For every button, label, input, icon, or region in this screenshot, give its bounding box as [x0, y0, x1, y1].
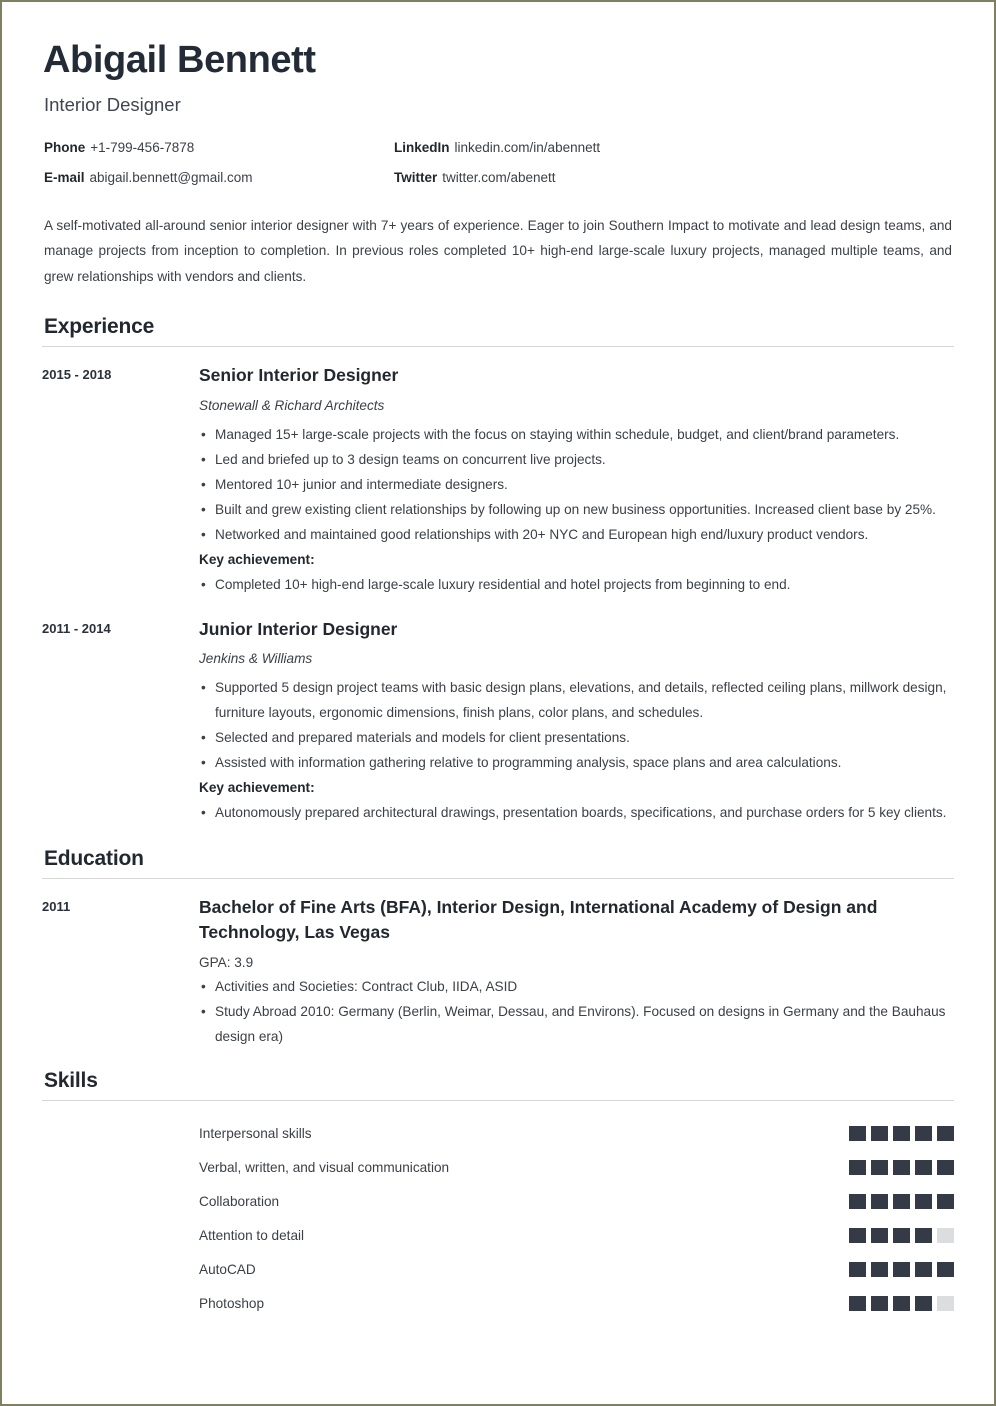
- key-achievement-label: Key achievement:: [199, 780, 315, 796]
- rating-square-filled: [849, 1296, 866, 1311]
- bullet-item: • Study Abroad 2010: Germany (Berlin, Weimar, Dessau, and Environs). Focused on designs in Germany and the Bauhaus design era): [199, 999, 954, 1049]
- skill-rating: [834, 1160, 954, 1175]
- bullet-item: • Completed 10+ high-end large-scale luxury residential and hotel projects from beginning to end.: [199, 572, 954, 597]
- bullet-item: • Mentored 10+ junior and intermediate designers.: [199, 472, 954, 497]
- experience-bullets: [199, 675, 954, 775]
- experience-body: [199, 363, 954, 596]
- rating-square-filled: [893, 1262, 910, 1277]
- rating-square-filled: [871, 1262, 888, 1277]
- skills-list: [42, 1117, 954, 1321]
- contact-phone: [44, 140, 394, 155]
- experience-date: 2011 - 2014: [42, 620, 111, 636]
- experience-entry: [42, 617, 954, 825]
- section-title-experience: Experience: [44, 315, 155, 339]
- section-skills: [42, 1069, 954, 1321]
- rating-square-filled: [849, 1262, 866, 1277]
- section-title-education: Education: [44, 847, 144, 871]
- skill-name: Interpersonal skills: [199, 1126, 312, 1142]
- key-achievement-label: Key achievement:: [199, 551, 315, 567]
- rating-square-filled: [915, 1262, 932, 1277]
- experience-date: 2015 - 2018: [42, 367, 112, 383]
- rating-square-filled: [915, 1296, 932, 1311]
- section-title-skills: Skills: [44, 1068, 98, 1092]
- rating-square-filled: [849, 1126, 866, 1141]
- skill-name: Collaboration: [199, 1194, 280, 1210]
- rating-square-filled: [849, 1228, 866, 1243]
- bullet-item: • Led and briefed up to 3 design teams on concurrent live projects.: [199, 447, 954, 472]
- section-education: [42, 847, 954, 1049]
- bullet-item: • Networked and maintained good relationships with 20+ NYC and European high end/luxury product vendors.: [199, 522, 954, 547]
- education-gpa: GPA: 3.9: [199, 954, 254, 970]
- rating-square-empty: [937, 1228, 954, 1243]
- key-achievement-bullets: [199, 800, 954, 825]
- rating-square-empty: [937, 1296, 954, 1311]
- experience-entry: [42, 363, 954, 596]
- contact-twitter: [394, 170, 954, 185]
- education-bullets: [199, 974, 954, 1049]
- skill-rating: [834, 1296, 954, 1311]
- experience-bullets: [199, 422, 954, 547]
- skill-row: [42, 1185, 954, 1219]
- skill-row: [42, 1151, 954, 1185]
- contact-twitter-label: Twitter: [394, 169, 438, 185]
- bullet-item: • Activities and Societies: Contract Club, IIDA, ASID: [199, 974, 954, 999]
- skill-rating: [834, 1126, 954, 1141]
- rating-square-filled: [893, 1296, 910, 1311]
- resume-content: [2, 2, 994, 1321]
- bullet-item: • Autonomously prepared architectural drawings, presentation boards, specifications, and purchase orders for 5 key clients.: [199, 800, 954, 825]
- contact-linkedin-value[interactable]: linkedin.com/in/abennett: [454, 139, 601, 155]
- rating-square-filled: [849, 1194, 866, 1209]
- rating-square-filled: [871, 1126, 888, 1141]
- rating-square-filled: [871, 1160, 888, 1175]
- rating-square-filled: [871, 1296, 888, 1311]
- skill-name: Attention to detail: [199, 1228, 305, 1244]
- section-divider: [42, 1100, 954, 1101]
- resume-header: [42, 40, 954, 289]
- contact-phone-label: Phone: [44, 139, 86, 155]
- experience-company: Jenkins & Williams: [199, 651, 313, 667]
- contact-details: [44, 140, 954, 185]
- skill-row: [42, 1287, 954, 1321]
- key-achievement-bullets: [199, 572, 954, 597]
- rating-square-filled: [915, 1126, 932, 1141]
- rating-square-filled: [937, 1160, 954, 1175]
- skill-name: Photoshop: [199, 1296, 265, 1312]
- rating-square-filled: [915, 1228, 932, 1243]
- experience-body: [199, 617, 954, 825]
- bullet-item: • Built and grew existing client relationships by following up on new business opportunities. Increased client base by 25%.: [199, 497, 954, 522]
- candidate-name: Abigail Bennett: [43, 39, 316, 81]
- section-divider: [42, 878, 954, 879]
- skill-rating: [834, 1262, 954, 1277]
- experience-role: Junior Interior Designer: [199, 618, 398, 639]
- professional-summary: A self-motivated all-around senior interior designer with 7+ years of experience. Eager to join Southern Impact to motivate and lead design teams, and manage projects from inception to completion. In previous roles completed 10+ high-end large-scale luxury projects, managed multiple teams, and grew relationships with vendors and clients.: [44, 217, 952, 284]
- rating-square-filled: [893, 1160, 910, 1175]
- section-experience: [42, 315, 954, 825]
- experience-company: Stonewall & Richard Architects: [199, 397, 385, 413]
- rating-square-filled: [871, 1228, 888, 1243]
- bullet-item: • Managed 15+ large-scale projects with the focus on staying within schedule, budget, and client/brand parameters.: [199, 422, 954, 447]
- contact-linkedin: [394, 140, 954, 155]
- section-divider: [42, 346, 954, 347]
- rating-square-filled: [937, 1194, 954, 1209]
- contact-linkedin-label: LinkedIn: [394, 139, 450, 155]
- contact-twitter-value[interactable]: twitter.com/abenett: [442, 169, 556, 185]
- rating-square-filled: [915, 1160, 932, 1175]
- skill-rating: [834, 1194, 954, 1209]
- rating-square-filled: [893, 1228, 910, 1243]
- education-body: [199, 895, 954, 1049]
- rating-square-filled: [893, 1126, 910, 1141]
- bullet-item: • Selected and prepared materials and models for client presentations.: [199, 725, 954, 750]
- rating-square-filled: [849, 1160, 866, 1175]
- contact-email: [44, 170, 394, 185]
- rating-square-filled: [937, 1126, 954, 1141]
- experience-role: Senior Interior Designer: [199, 365, 399, 386]
- rating-square-filled: [937, 1262, 954, 1277]
- skill-name: AutoCAD: [199, 1262, 256, 1278]
- skill-row: [42, 1253, 954, 1287]
- education-degree: Bachelor of Fine Arts (BFA), Interior Design, International Academy of Design and Technology, Las Vegas: [199, 897, 878, 943]
- bullet-item: • Assisted with information gathering relative to programming analysis, space plans and area calculations.: [199, 750, 954, 775]
- skill-name: Verbal, written, and visual communication: [199, 1160, 450, 1176]
- skill-rating: [834, 1228, 954, 1243]
- rating-square-filled: [893, 1194, 910, 1209]
- bullet-item: • Supported 5 design project teams with basic design plans, elevations, and details, reflected ceiling plans, millwork design, furniture layouts, ergonomic dimensions, finish plans, color plans, and schedules.: [199, 675, 954, 725]
- skill-row: [42, 1117, 954, 1151]
- contact-email-value[interactable]: abigail.bennett@gmail.com: [89, 169, 253, 185]
- contact-email-label: E-mail: [44, 169, 85, 185]
- candidate-job-title: Interior Designer: [44, 93, 181, 115]
- contact-phone-value: +1-799-456-7878: [90, 139, 195, 155]
- education-entry: [42, 895, 954, 1049]
- skill-row: [42, 1219, 954, 1253]
- rating-square-filled: [915, 1194, 932, 1209]
- rating-square-filled: [871, 1194, 888, 1209]
- education-date: 2011: [42, 899, 71, 915]
